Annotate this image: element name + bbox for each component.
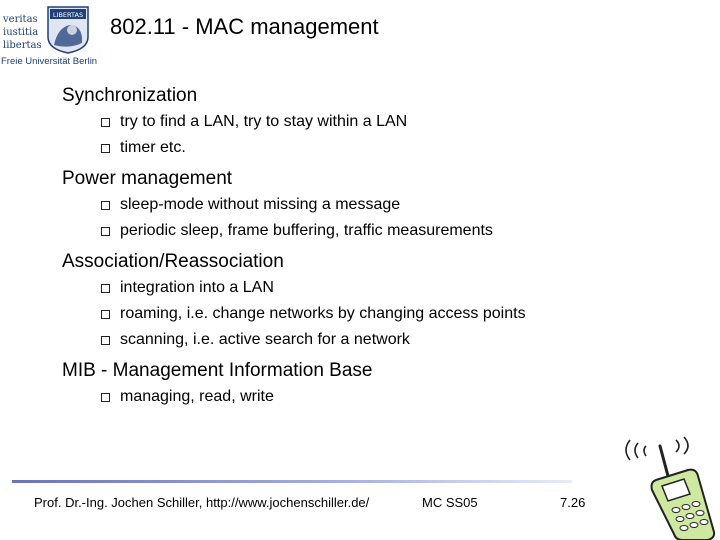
footer-page-number: 7.26 bbox=[560, 495, 586, 510]
footer-divider bbox=[12, 480, 572, 483]
checkbox-bullet-icon bbox=[101, 227, 110, 236]
logo-motto-3: libertas bbox=[3, 40, 42, 51]
bullet-text: managing, read, write bbox=[120, 388, 274, 405]
bullet-list bbox=[62, 384, 702, 410]
footer-author: Prof. Dr.-Ing. Jochen Schiller, http://www.jochenschiller.de/ bbox=[34, 495, 370, 510]
bullet-list bbox=[62, 192, 702, 244]
list-item bbox=[62, 109, 702, 135]
list-item bbox=[62, 384, 702, 410]
slide-title: 802.11 - MAC management bbox=[110, 14, 379, 39]
checkbox-bullet-icon bbox=[101, 284, 110, 293]
checkbox-bullet-icon bbox=[101, 393, 110, 402]
section-heading-power-management: Power management bbox=[62, 168, 233, 189]
bullet-text: integration into a LAN bbox=[120, 279, 274, 296]
list-item bbox=[62, 218, 702, 244]
checkbox-bullet-icon bbox=[101, 201, 110, 210]
bullet-text: periodic sleep, frame buffering, traffic measurements bbox=[120, 222, 493, 239]
checkbox-bullet-icon bbox=[101, 144, 110, 153]
university-seal-icon bbox=[44, 3, 92, 55]
bullet-text: sleep-mode without missing a message bbox=[120, 196, 401, 213]
slide-content bbox=[62, 82, 702, 414]
list-item bbox=[62, 327, 702, 353]
bullet-text: try to find a LAN, try to stay within a LAN bbox=[120, 113, 408, 130]
section-heading-association: Association/Reassociation bbox=[62, 251, 284, 272]
bullet-text: roaming, i.e. change networks by changing access points bbox=[120, 305, 526, 322]
bullet-list bbox=[62, 109, 702, 161]
logo-motto-2: iustitia bbox=[3, 27, 39, 38]
bullet-list bbox=[62, 275, 702, 353]
mobile-phone-icon bbox=[610, 436, 720, 540]
checkbox-bullet-icon bbox=[101, 336, 110, 345]
list-item bbox=[62, 192, 702, 218]
checkbox-bullet-icon bbox=[101, 310, 110, 319]
footer-course: MC SS05 bbox=[422, 495, 478, 510]
list-item bbox=[62, 275, 702, 301]
list-item bbox=[62, 135, 702, 161]
checkbox-bullet-icon bbox=[101, 118, 110, 127]
list-item bbox=[62, 301, 702, 327]
university-logo bbox=[0, 0, 96, 70]
bullet-text: scanning, i.e. active search for a network bbox=[120, 331, 410, 348]
seal-text: LIBERTAS bbox=[52, 11, 84, 19]
bullet-text: timer etc. bbox=[120, 139, 186, 156]
logo-university-name: Freie Universität Berlin bbox=[1, 56, 98, 67]
section-heading-mib: MIB - Management Information Base bbox=[62, 360, 373, 381]
logo-motto-1: veritas bbox=[3, 14, 38, 25]
section-heading-synchronization: Synchronization bbox=[62, 85, 198, 106]
